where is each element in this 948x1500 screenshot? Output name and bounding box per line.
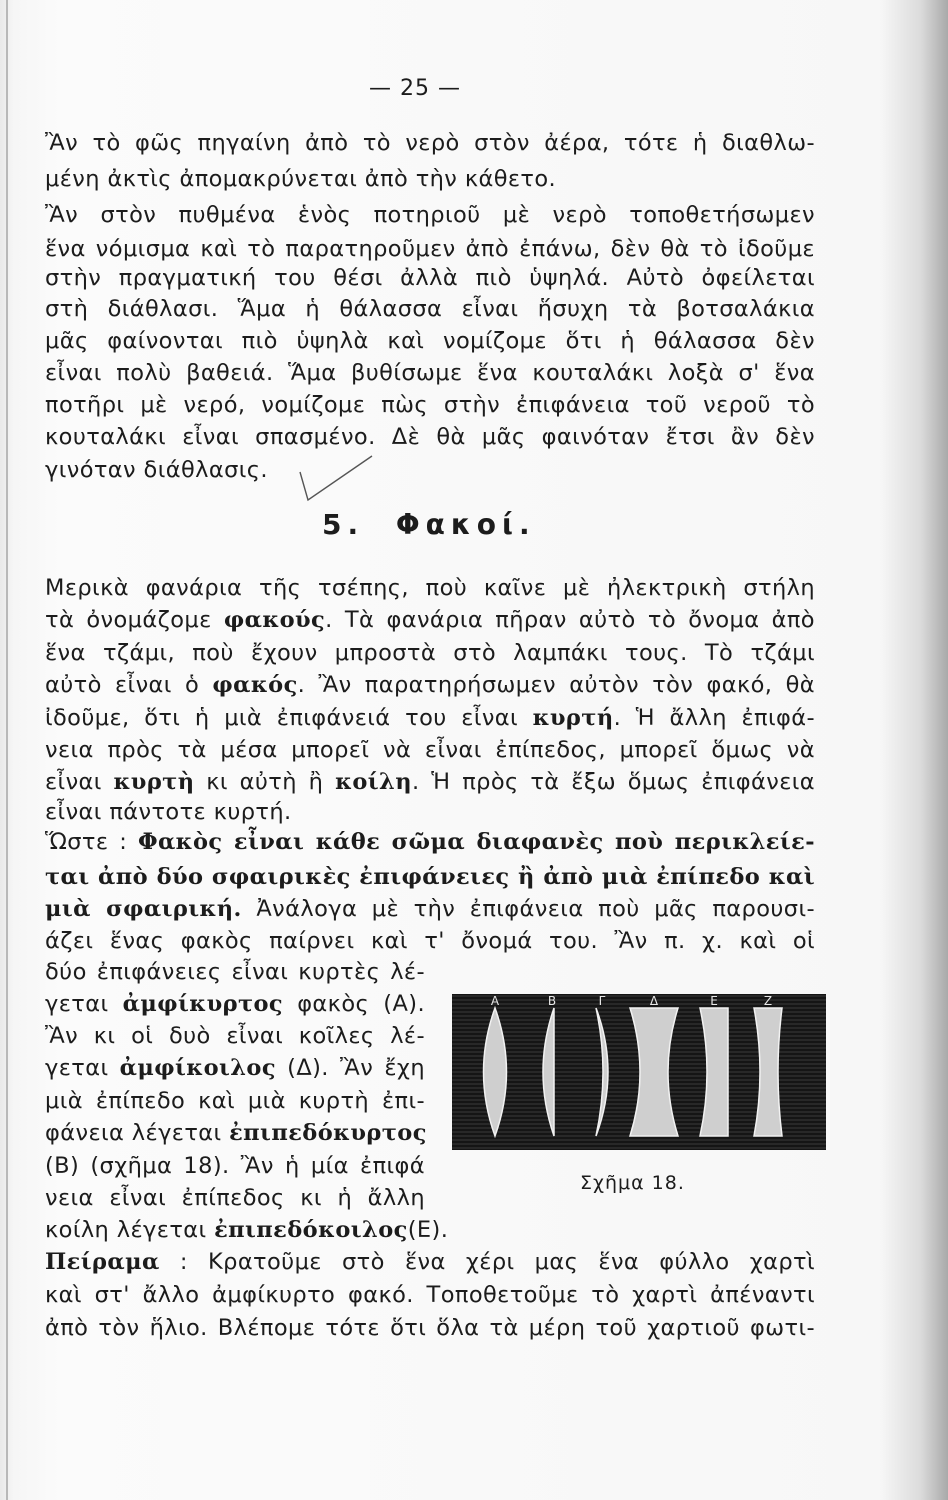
section-number: 5.: [322, 508, 365, 541]
text-line: [45, 670, 815, 700]
text-span: (Ε).: [407, 1217, 449, 1243]
figure-caption: Σχῆμα 18.: [580, 1172, 685, 1194]
text-span: εἶναι: [45, 769, 114, 795]
text-span: κι αὐτὴ ἢ: [194, 769, 336, 795]
text-span: φακὸς (Α).: [283, 991, 425, 1017]
definition-bold: Φακὸς εἶναι κάθε σῶμα διαφανὲς ποὺ περικλείε-: [137, 829, 815, 855]
text-span: Ἀνάλογα μὲ τὴν ἐπιφάνεια ποὺ μᾶς παρουσι-: [241, 896, 816, 922]
text-line: ἕνα τζάμι, ποὺ ἔχουν μπροστὰ στὸ λαμπάκι τους. Τὸ τζάμι: [45, 640, 815, 666]
text-line: γινόταν διάθλασις.: [45, 457, 268, 483]
term-amfikoilos: ἀμφίκοιλος: [119, 1055, 276, 1081]
text-line: [45, 1247, 815, 1277]
page-number: — 25 —: [369, 76, 461, 101]
text-span: . Τὰ φανάρια πῆραν αὐτὸ τὸ ὄνομα ἀπὸ: [325, 607, 815, 633]
term-epipedokoilos: ἐπιπεδόκοιλος: [214, 1217, 408, 1243]
text-line: καὶ στ' ἄλλο ἀμφίκυρτο φακό. Τοποθετοῦμε τὸ χαρτὶ ἀπέναντι: [45, 1282, 815, 1308]
text-line: [45, 605, 815, 635]
text-line: [45, 894, 815, 924]
text-span: . Ἂν παρατηρήσωμεν αὐτὸν τὸν φακό, θὰ: [297, 672, 815, 698]
text-span: φάνεια λέγεται: [45, 1120, 230, 1146]
text-line: νεια εἶναι ἐπίπεδος κι ἡ ἄλλη: [45, 1185, 425, 1211]
text-line: [45, 989, 425, 1019]
text-span: τὰ ὀνομάζομε: [45, 607, 224, 633]
term-kyrti: κυρτὴ: [113, 769, 195, 795]
term-fakos: φακός: [212, 672, 298, 698]
definition-bold: ται ἀπὸ δύο σφαιρικὲς ἐπιφάνειες ἢ ἀπὸ μιὰ ἐπίπεδο καὶ: [45, 864, 815, 890]
text-span: γεται: [45, 1055, 120, 1081]
text-line: Ἂν τὸ φῶς πηγαίνη ἀπὸ τὸ νερὸ στὸν ἀέρα, τότε ἡ διαθλω-: [45, 130, 815, 156]
text-line: ἕνα νόμισμα καὶ τὸ παρατηροῦμεν ἀπὸ ἐπάνω, δὲν θὰ τὸ ἰδοῦμε: [45, 236, 815, 262]
text-line: εἶναι πολὺ βαθειά. Ἅμα βυθίσωμε ἕνα κουταλάκι λοξὰ σ' ἕνα: [45, 360, 815, 386]
experiment-label: Πείραμα: [45, 1249, 160, 1275]
figure-label: Ζ: [763, 994, 773, 1008]
text-span: : Κρατοῦμε στὸ ἕνα χέρι μας ἕνα φύλλο χαρτὶ: [159, 1249, 815, 1275]
text-line: [45, 1053, 425, 1083]
text-span: κοίλη λέγεται: [45, 1217, 215, 1243]
text-span: ἰδοῦμε, ὅτι ἡ μιὰ ἐπιφάνειά του εἶναι: [45, 705, 533, 731]
figure-label: Ε: [710, 994, 718, 1008]
text-span: γεται: [45, 991, 123, 1017]
text-line: μένη ἀκτὶς ἀπομακρύνεται ἀπὸ τὴν κάθετο.: [45, 166, 557, 192]
text-line: [45, 767, 815, 797]
figure-label: Γ: [598, 994, 606, 1008]
figure-label: Δ: [649, 994, 659, 1008]
text-line: (Β) (σχῆμα 18). Ἂν ἡ μία ἐπιφά: [45, 1153, 425, 1179]
text-line: άζει ἕνας φακὸς παίρνει καὶ τ' ὄνομά του. Ἂν π. χ. καὶ οἱ: [45, 928, 815, 954]
text-line: [45, 1118, 425, 1148]
text-line: εἶναι πάντοτε κυρτή.: [45, 799, 292, 825]
term-epipedokyrtos: ἐπιπεδόκυρτος: [229, 1120, 427, 1146]
section-heading: [322, 508, 536, 541]
term-fakous: φακούς: [223, 607, 326, 633]
lens-figure: [452, 994, 826, 1150]
text-line: ποτῆρι μὲ νερό, νομίζομε πὼς στὴν ἐπιφάνεια τοῦ νεροῦ τὸ: [45, 392, 815, 418]
text-line: [45, 703, 815, 733]
text-line: μᾶς φαίνονται πιὸ ὑψηλὰ καὶ νομίζομε ὅτι ἡ θάλασσα δὲν: [45, 328, 815, 354]
text-span: . Ἡ πρὸς τὰ ἔξω ὅμως ἐπιφάνεια: [411, 769, 816, 795]
text-line: μιὰ ἐπίπεδο καὶ μιὰ κυρτὴ ἐπι-: [45, 1088, 425, 1114]
figure-label: Β: [547, 994, 557, 1008]
pencil-checkmark-icon: [290, 450, 380, 510]
text-line: [45, 1215, 448, 1245]
term-amfikyrtos: ἀμφίκυρτος: [122, 991, 283, 1017]
text-line: δύο ἐπιφάνειες εἶναι κυρτὲς λέ-: [45, 959, 425, 985]
text-line: Ἂν στὸν πυθμένα ἑνὸς ποτηριοῦ μὲ νερὸ τοποθετήσωμεν: [45, 202, 815, 228]
definition-bold: μιὰ σφαιρική.: [45, 896, 242, 922]
text-line: Μερικὰ φανάρια τῆς τσέπης, ποὺ καῖνε μὲ ἠλεκτρικὴ στήλη: [45, 575, 815, 601]
text-line: νεια πρὸς τὰ μέσα μπορεῖ νὰ εἶναι ἐπίπεδος, μπορεῖ ὅμως νὰ: [45, 737, 815, 763]
text-span: . Ἡ ἄλλη ἐπιφά-: [613, 705, 815, 731]
figure-label: Α: [490, 994, 500, 1008]
page-edge: [6, 0, 8, 1500]
term-koili: κοίλη: [335, 769, 412, 795]
text-line: στὴ διάθλασι. Ἅμα ἡ θάλασσα εἶναι ἥσυχη τὰ βοτσαλάκια: [45, 296, 815, 322]
term-kyrti: κυρτή: [532, 705, 614, 731]
text-span: αὐτὸ εἶναι ὁ: [45, 672, 213, 698]
text-line: ἀπὸ τὸν ἥλιο. Βλέπομε τότε ὅτι ὅλα τὰ μέρη τοῦ χαρτιοῦ φωτι-: [45, 1315, 815, 1341]
text-line: στὴν πραγματική του θέσι ἀλλὰ πιὸ ὑψηλά. Αὐτὸ ὀφείλεται: [45, 265, 815, 291]
text-line: Ἂν κι οἱ δυὸ εἶναι κοῖλες λέ-: [45, 1023, 425, 1049]
text-line: κουταλάκι εἶναι σπασμένο. Δὲ θὰ μᾶς φαινόταν ἔτσι ἂν δὲν: [45, 424, 815, 450]
text-line: [45, 862, 815, 892]
text-span: Ὥστε :: [45, 829, 138, 855]
text-line: [45, 827, 815, 857]
text-span: (Δ). Ἂν ἔχη: [275, 1055, 425, 1081]
section-title: Φακοί.: [395, 508, 536, 541]
